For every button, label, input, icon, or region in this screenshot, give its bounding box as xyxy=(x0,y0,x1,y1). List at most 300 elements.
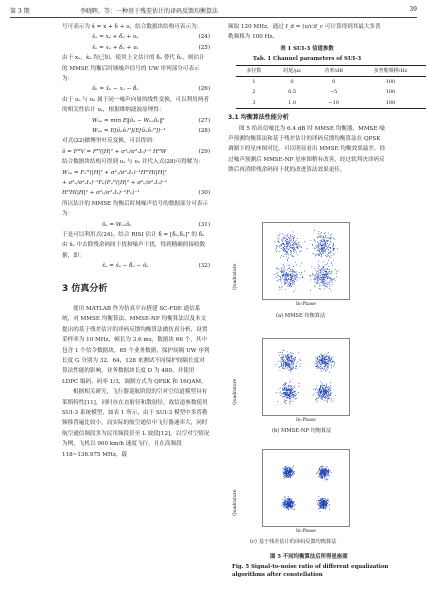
constellation-point xyxy=(288,354,289,355)
constellation-point xyxy=(320,470,321,471)
constellation-point xyxy=(282,352,283,353)
constellation-point xyxy=(290,381,291,382)
constellation-point xyxy=(325,249,326,250)
constellation-point xyxy=(285,387,286,388)
constellation-point xyxy=(286,275,287,276)
constellation-point xyxy=(290,271,291,272)
constellation-point xyxy=(331,282,332,283)
constellation-point xyxy=(336,276,337,277)
constellation-point xyxy=(294,242,295,243)
paragraph: 根据相关研究，飞行器巡航阶段的空对空信道模型具有莱斯特性[11]，同时存在直射径和散射径，故信道参数使用 SUI-3 系统模型，如表 1 所示，由于 SUI-3 模型中多普勒频移普遍比较小，而实际的航空通信中飞行器速率大，同时航空通信频段多为民用频段甚至 L 波段[12]，以空对空情况为例，飞机以 900 km/h 速度飞行，且在高频段 118~136.975 MHz，载 xyxy=(62,389,210,458)
constellation-point xyxy=(330,247,331,248)
constellation-point xyxy=(290,476,291,477)
constellation-point xyxy=(286,252,287,253)
constellation-point xyxy=(318,471,319,472)
constellation-point xyxy=(284,472,285,473)
constellation-point xyxy=(324,400,325,401)
constellation-point xyxy=(322,391,323,392)
constellation-point xyxy=(326,264,327,265)
constellation-point xyxy=(322,384,323,385)
constellation-point xyxy=(322,358,323,359)
constellation-point xyxy=(280,395,281,396)
constellation-point xyxy=(329,288,330,289)
constellation-point xyxy=(290,394,291,395)
constellation-point xyxy=(300,364,301,365)
constellation-point xyxy=(279,279,280,280)
constellation-point xyxy=(325,286,326,287)
constellation-point xyxy=(324,248,325,249)
constellation-point xyxy=(329,360,330,361)
x-axis-label: In-Phase xyxy=(296,529,316,534)
constellation-point xyxy=(324,362,325,363)
constellation-point xyxy=(331,472,332,473)
constellation-point xyxy=(332,361,333,362)
constellation-point xyxy=(291,364,292,365)
constellation-point xyxy=(290,367,291,368)
constellation-point xyxy=(293,256,294,257)
constellation-point xyxy=(329,272,330,273)
constellation-point xyxy=(286,498,287,499)
constellation-point xyxy=(292,236,293,237)
constellation-point xyxy=(321,466,322,467)
constellation-point xyxy=(331,234,332,235)
constellation-point xyxy=(286,468,287,469)
constellation-point xyxy=(331,398,332,399)
constellation-point xyxy=(319,254,320,255)
constellation-point xyxy=(326,386,327,387)
constellation-point xyxy=(282,367,283,368)
constellation-point xyxy=(287,397,288,398)
constellation-point xyxy=(317,283,318,284)
constellation-point xyxy=(310,275,311,276)
constellation-point xyxy=(324,476,325,477)
constellation-point xyxy=(281,366,282,367)
constellation-point xyxy=(322,280,323,281)
constellation-point xyxy=(287,364,288,365)
constellation-point xyxy=(286,383,287,384)
constellation-point xyxy=(333,260,334,261)
constellation-point xyxy=(316,393,317,394)
constellation-point xyxy=(288,276,289,277)
constellation-point xyxy=(284,505,285,506)
constellation-point xyxy=(325,264,326,265)
constellation-point xyxy=(286,246,287,247)
constellation-point xyxy=(326,480,327,481)
constellation-point xyxy=(319,508,320,509)
constellation-point xyxy=(290,396,291,397)
constellation-point xyxy=(291,500,292,501)
constellation-point xyxy=(320,235,321,236)
constellation-point xyxy=(292,255,293,256)
constellation-point xyxy=(326,355,327,356)
constellation-point xyxy=(288,357,289,358)
constellation-point xyxy=(280,257,281,258)
constellation-point xyxy=(320,270,321,271)
constellation-point xyxy=(293,397,294,398)
constellation-point xyxy=(288,385,289,386)
constellation-point xyxy=(331,262,332,263)
constellation-point xyxy=(289,391,290,392)
constellation-point xyxy=(280,246,281,247)
equation-25: x̂ᵤ = xᵤ + δᵤ + υᵤ (25) xyxy=(92,44,210,51)
constellation-point xyxy=(282,239,283,240)
constellation-point xyxy=(325,370,326,371)
constellation-point xyxy=(281,270,282,271)
constellation-point xyxy=(295,359,296,360)
constellation-point xyxy=(282,365,283,366)
constellation-point xyxy=(286,256,287,257)
constellation-point xyxy=(319,474,320,475)
constellation-point xyxy=(286,355,287,356)
constellation-point xyxy=(292,283,293,284)
constellation-point xyxy=(326,479,327,480)
constellation-point xyxy=(316,247,317,248)
constellation-point xyxy=(327,359,328,360)
constellation-point xyxy=(331,290,332,291)
constellation-point xyxy=(321,282,322,283)
constellation-point xyxy=(314,276,315,277)
constellation-point xyxy=(284,497,285,498)
constellation-point xyxy=(286,251,287,252)
constellation-point xyxy=(327,401,328,402)
figure-caption: 图 5 不同均衡算法后所得星座图 xyxy=(270,554,348,560)
constellation-point xyxy=(292,231,293,232)
constellation-point xyxy=(328,253,329,254)
constellation-point xyxy=(322,502,323,503)
constellation-point xyxy=(325,275,326,276)
constellation-point xyxy=(326,392,327,393)
constellation-point xyxy=(325,255,326,256)
constellation-point xyxy=(323,277,324,278)
constellation-point xyxy=(315,279,316,280)
constellation-point xyxy=(326,469,327,470)
constellation-point xyxy=(292,269,293,270)
constellation-point xyxy=(333,361,334,362)
y-axis-label: Quadrature xyxy=(233,263,238,290)
constellation-point xyxy=(322,477,323,478)
constellation-point xyxy=(324,357,325,358)
constellation-point xyxy=(325,398,326,399)
constellation-point xyxy=(291,506,292,507)
constellation-point xyxy=(297,248,298,249)
constellation-point xyxy=(285,249,286,250)
constellation-point xyxy=(288,358,289,359)
constellation-point xyxy=(327,470,328,471)
constellation-point xyxy=(320,275,321,276)
constellation-point xyxy=(290,352,291,353)
constellation-point xyxy=(292,501,293,502)
constellation-point xyxy=(288,370,289,371)
constellation-point xyxy=(275,249,276,250)
constellation-point xyxy=(284,276,285,277)
constellation-point xyxy=(324,240,325,241)
constellation-point xyxy=(322,368,323,369)
constellation-point xyxy=(293,279,294,280)
constellation-point xyxy=(287,398,288,399)
constellation-point xyxy=(283,269,284,270)
constellation-point xyxy=(286,278,287,279)
constellation-point xyxy=(302,276,303,277)
constellation-point xyxy=(325,362,326,363)
constellation-point xyxy=(276,392,277,393)
constellation-point xyxy=(296,363,297,364)
constellation-point xyxy=(289,354,290,355)
constellation-point xyxy=(282,233,283,234)
constellation-point xyxy=(325,508,326,509)
constellation-point xyxy=(285,281,286,282)
constellation-point xyxy=(325,244,326,245)
constellation-point xyxy=(324,241,325,242)
constellation-point xyxy=(316,278,317,279)
constellation-point xyxy=(320,472,321,473)
constellation-point xyxy=(296,394,297,395)
constellation-point xyxy=(282,471,283,472)
equation-24: x̂ₑ = xₑ + δₑ + υₑ (24) xyxy=(92,34,210,41)
constellation-point xyxy=(288,237,289,238)
constellation-point xyxy=(288,361,289,362)
constellation-point xyxy=(323,474,324,475)
constellation-point xyxy=(293,291,294,292)
constellation-point xyxy=(328,237,329,238)
constellation-point xyxy=(285,468,286,469)
constellation-point xyxy=(321,468,322,469)
constellation-point xyxy=(293,367,294,368)
constellation-point xyxy=(326,395,327,396)
constellation-point xyxy=(327,286,328,287)
constellation-point xyxy=(295,368,296,369)
constellation-point xyxy=(329,356,330,357)
constellation-point xyxy=(293,504,294,505)
constellation-point xyxy=(316,388,317,389)
constellation-point xyxy=(294,391,295,392)
constellation-point xyxy=(285,496,286,497)
constellation-point xyxy=(328,398,329,399)
constellation-point xyxy=(286,474,287,475)
constellation-point xyxy=(289,271,290,272)
constellation-point xyxy=(323,362,324,363)
constellation-point xyxy=(319,255,320,256)
constellation-point xyxy=(281,363,282,364)
constellation-point xyxy=(291,281,292,282)
constellation-point xyxy=(324,498,325,499)
constellation-point xyxy=(283,506,284,507)
constellation-point xyxy=(325,468,326,469)
figure-caption-en: Fig. 5 Signal-to-noise ratio of different equalization algorithms after constellation xyxy=(232,564,389,578)
constellation-point xyxy=(289,474,290,475)
constellation-point xyxy=(328,472,329,473)
constellation-point xyxy=(287,280,288,281)
constellation-point xyxy=(280,280,281,281)
constellation-point xyxy=(321,385,322,386)
constellation-point xyxy=(322,242,323,243)
constellation-point xyxy=(324,391,325,392)
constellation-point xyxy=(288,509,289,510)
constellation-point xyxy=(292,273,293,274)
constellation-point xyxy=(327,361,328,362)
plot-frame xyxy=(263,339,350,416)
constellation-point xyxy=(326,472,327,473)
constellation-point xyxy=(289,248,290,249)
constellation-point xyxy=(292,472,293,473)
constellation-point xyxy=(323,281,324,282)
constellation-point xyxy=(329,504,330,505)
constellation-point xyxy=(293,240,294,241)
constellation-point xyxy=(289,246,290,247)
constellation-point xyxy=(285,282,286,283)
constellation-point xyxy=(323,240,324,241)
constellation-point xyxy=(323,250,324,251)
constellation-point xyxy=(281,278,282,279)
constellation-point xyxy=(289,505,290,506)
constellation-point xyxy=(281,272,282,273)
constellation-point xyxy=(319,470,320,471)
plot-frame xyxy=(263,223,350,300)
table-title: 表 1 SUI-3 信道参数 xyxy=(280,45,334,52)
constellation-point xyxy=(283,274,284,275)
constellation-point xyxy=(288,245,289,246)
constellation-point xyxy=(290,508,291,509)
constellation-point xyxy=(280,352,281,353)
constellation-point xyxy=(324,279,325,280)
constellation-point xyxy=(295,393,296,394)
constellation-point xyxy=(323,247,324,248)
constellation-point xyxy=(328,260,329,261)
constellation-point xyxy=(320,395,321,396)
constellation-point xyxy=(323,251,324,252)
constellation-point xyxy=(320,360,321,361)
table-row: 3 1.0 −10 100 xyxy=(236,98,426,109)
constellation-point xyxy=(314,278,315,279)
constellation-point xyxy=(292,395,293,396)
constellation-point xyxy=(280,361,281,362)
constellation-point xyxy=(320,381,321,382)
constellation-point xyxy=(321,505,322,506)
constellation-point xyxy=(322,387,323,388)
constellation-point xyxy=(322,279,323,280)
paragraph: 频取 120 MHz，通过 f_d = (υ/c)f_c 可计算得到其最大多普勒频移为 100 Hz。 xyxy=(228,24,381,41)
constellation-point xyxy=(290,369,291,370)
constellation-point xyxy=(328,266,329,267)
constellation-point xyxy=(300,366,301,367)
constellation-point xyxy=(327,363,328,364)
constellation-point xyxy=(291,393,292,394)
constellation-point xyxy=(317,390,318,391)
constellation-point xyxy=(321,232,322,233)
constellation-point xyxy=(291,472,292,473)
constellation-point xyxy=(325,242,326,243)
constellation-point xyxy=(288,255,289,256)
constellation-point xyxy=(320,242,321,243)
constellation-point xyxy=(325,472,326,473)
table-header: 多径数 xyxy=(236,65,272,76)
constellation-point xyxy=(325,236,326,237)
constellation-point xyxy=(323,279,324,280)
constellation-point xyxy=(314,268,315,269)
constellation-point xyxy=(329,391,330,392)
constellation-point xyxy=(314,279,315,280)
constellation-point xyxy=(324,251,325,252)
constellation-point xyxy=(326,256,327,257)
constellation-point xyxy=(296,274,297,275)
constellation-point xyxy=(329,256,330,257)
constellation-point xyxy=(326,502,327,503)
constellation-point xyxy=(288,249,289,250)
constellation-point xyxy=(286,475,287,476)
equation-29: ῦ = FᴴV = Fᴴ(|H|² + σ²ᵥ/σ²ₓIₙ)⁻¹ HᴴW (29) xyxy=(62,148,210,155)
constellation-point xyxy=(291,286,292,287)
constellation-point xyxy=(283,504,284,505)
constellation-point xyxy=(281,282,282,283)
constellation-point xyxy=(296,275,297,276)
constellation-point xyxy=(330,239,331,240)
constellation-point xyxy=(323,395,324,396)
constellation-point xyxy=(316,282,317,283)
constellation-point xyxy=(317,242,318,243)
constellation-point xyxy=(326,364,327,365)
constellation-point xyxy=(291,253,292,254)
constellation-point xyxy=(319,246,320,247)
constellation-point xyxy=(321,274,322,275)
constellation-point xyxy=(284,477,285,478)
constellation-point xyxy=(287,504,288,505)
constellation-point xyxy=(284,473,285,474)
constellation-point xyxy=(327,276,328,277)
constellation-point xyxy=(330,359,331,360)
constellation-point xyxy=(324,389,325,390)
constellation-point xyxy=(274,242,275,243)
constellation-point xyxy=(284,504,285,505)
constellation-point xyxy=(322,247,323,248)
constellation-point xyxy=(327,503,328,504)
constellation-point xyxy=(287,476,288,477)
constellation-point xyxy=(324,502,325,503)
constellation-point xyxy=(293,465,294,466)
constellation-point xyxy=(290,269,291,270)
constellation-point xyxy=(302,277,303,278)
constellation-point xyxy=(315,256,316,257)
constellation-point xyxy=(292,469,293,470)
constellation-point xyxy=(291,241,292,242)
constellation-point xyxy=(291,368,292,369)
constellation-point xyxy=(289,470,290,471)
constellation-point xyxy=(318,393,319,394)
constellation-point xyxy=(324,243,325,244)
constellation-point xyxy=(320,387,321,388)
constellation-point xyxy=(288,388,289,389)
constellation-point xyxy=(292,503,293,504)
constellation-point xyxy=(325,273,326,274)
paragraph: 号可表示为 x̂ = x + δ + υ，结合数据块结构可表示为： xyxy=(62,24,203,30)
constellation-point xyxy=(282,286,283,287)
constellation-point xyxy=(317,472,318,473)
page-number: 39 xyxy=(409,6,417,13)
constellation-point xyxy=(333,238,334,239)
constellation-point xyxy=(295,262,296,263)
constellation-point xyxy=(321,359,322,360)
constellation-point xyxy=(331,257,332,258)
constellation-point xyxy=(328,282,329,283)
constellation-point xyxy=(291,386,292,387)
constellation-point xyxy=(285,470,286,471)
section-heading: 3 仿真分析 xyxy=(62,283,108,294)
constellation-point xyxy=(319,355,320,356)
constellation-point xyxy=(296,280,297,281)
constellation-point xyxy=(288,244,289,245)
constellation-point xyxy=(320,502,321,503)
constellation-point xyxy=(328,389,329,390)
constellation-point xyxy=(316,385,317,386)
constellation-point xyxy=(328,245,329,246)
